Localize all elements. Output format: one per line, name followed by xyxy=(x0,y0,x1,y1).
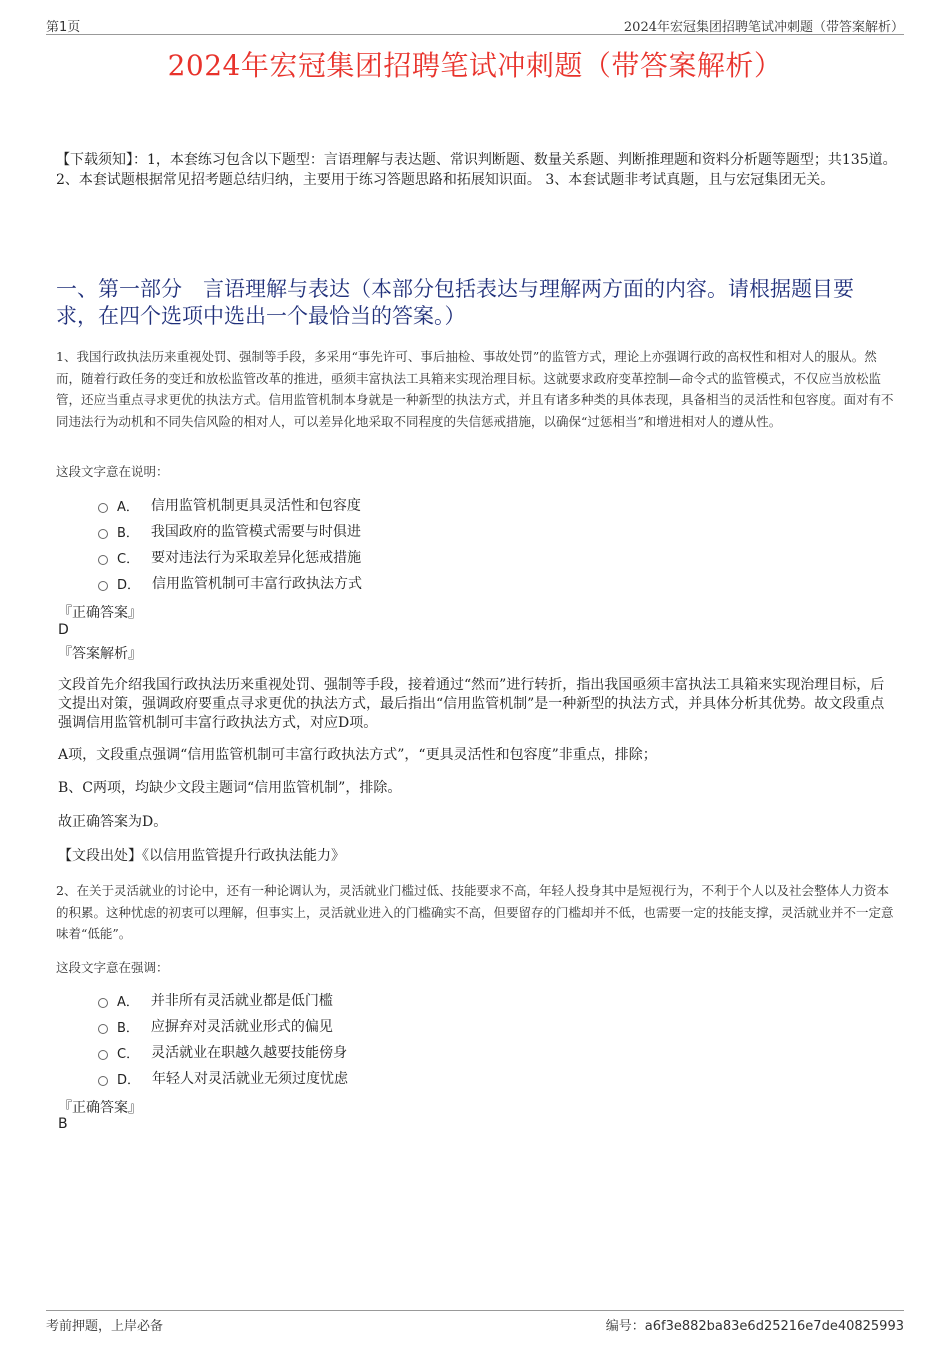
question-1-answer-label: 『正确答案』 xyxy=(58,605,142,621)
question-2-options xyxy=(98,987,348,1091)
radio-icon[interactable] xyxy=(98,1024,108,1034)
option-key: B． xyxy=(117,525,139,541)
question-1-analysis-p2: A项，文段重点强调“信用监管机制可丰富行政执法方式”，“更具灵活性和包容度”非重点，排除； xyxy=(58,747,657,763)
header-doc-name: 2024年宏冠集团招聘笔试冲刺题（带答案解析） xyxy=(623,20,904,35)
radio-icon[interactable] xyxy=(98,581,108,591)
question-1-option-b[interactable] xyxy=(98,518,362,544)
question-2-prompt: 这段文字意在强调： xyxy=(56,960,169,975)
option-key: B． xyxy=(117,1020,139,1036)
radio-icon[interactable] xyxy=(98,503,108,513)
option-key: D． xyxy=(117,577,141,593)
question-1-prompt: 这段文字意在说明： xyxy=(56,464,169,479)
question-2-option-a[interactable] xyxy=(98,987,348,1013)
option-key: C． xyxy=(117,551,140,567)
page-footer xyxy=(46,1310,904,1333)
page-number: 第1页 xyxy=(46,20,81,35)
question-1-answer: D xyxy=(58,622,69,638)
question-1-option-d[interactable] xyxy=(98,570,362,596)
option-text: 灵活就业在职越久越要技能傍身 xyxy=(151,1045,348,1061)
option-key: A． xyxy=(117,994,139,1010)
question-2-option-d[interactable] xyxy=(98,1065,348,1091)
page-header xyxy=(46,14,904,35)
question-1-options xyxy=(98,492,362,596)
question-1-analysis-p3: B、C两项，均缺少文段主题词“信用监管机制”，排除。 xyxy=(58,780,402,796)
radio-icon[interactable] xyxy=(98,1050,108,1060)
question-2-answer: B xyxy=(58,1116,68,1132)
footer-code-value: a6f3e882ba83e6d25216e7de40825993 xyxy=(644,1319,904,1334)
radio-icon[interactable] xyxy=(98,1076,108,1086)
question-1-analysis-label: 『答案解析』 xyxy=(58,646,142,662)
question-1-source: 【文段出处】《以信用监管提升行政执法能力》 xyxy=(58,848,345,864)
question-1-text: 1、我国行政执法历来重视处罚、强制等手段，多采用“事先许可、事后抽检、事故处罚”的监管方式，理论上亦强调行政的高权性和相对人的服从。然而，随着行政任务的变迁和放松监管改革的推进，亟须丰富执法工具箱来实现治理目标。这就要求政府变革控制—命令式的监管模式，不仅应当放松监管，还应当重点寻求更优的执法方式。信用监管机制本身就是一种新型的执法方式，并且有诸多种类的具体表现，具备相当的灵活性和包容度。面对有不同违法行为动机和不同失信风险的相对人，可以差异化地采取不同程度的失信惩戒措施，以确保“过惩相当”和增进相对人的遵从性。 xyxy=(56,349,894,429)
question-1-analysis-p1: 文段首先介绍我国行政执法历来重视处罚、强制等手段，接着通过“然而”进行转折，指出我国亟须丰富执法工具箱来实现治理目标，后文提出对策，强调政府要重点寻求更优的执法方式，最后指出“信用监管机制”是一种新型的执法方式，并具体分析其优势。故文段重点强调信用监管机制可丰富行政执法方式，对应D项。 xyxy=(58,677,885,731)
section-heading: 一、第一部分 言语理解与表达（本部分包括表达与理解两方面的内容。请根据题目要求，在四个选项中选出一个最恰当的答案。） xyxy=(56,277,854,328)
option-text: 并非所有灵活就业都是低门槛 xyxy=(150,993,333,1009)
footer-code xyxy=(606,1315,904,1334)
question-1-option-c[interactable] xyxy=(98,544,362,570)
radio-icon[interactable] xyxy=(98,998,108,1008)
question-2-text: 2、在关于灵活就业的讨论中，还有一种论调认为，灵活就业门槛过低、技能要求不高，年轻人投身其中是短视行为，不利于个人以及社会整体人力资本的积累。这种忧虑的初衷可以理解，但事实上，灵活就业进入的门槛确实不高，但要留存的门槛却并不低，也需要一定的技能支撑，灵活就业并不一定意味着“低能”。 xyxy=(56,883,894,941)
radio-icon[interactable] xyxy=(98,555,108,565)
footer-code-label: 编号： xyxy=(605,1319,645,1334)
option-text: 年轻人对灵活就业无须过度忧虑 xyxy=(152,1071,349,1087)
option-key: D． xyxy=(117,1072,141,1088)
radio-icon[interactable] xyxy=(98,529,108,539)
option-text: 信用监管机制更具灵活性和包容度 xyxy=(150,498,361,514)
question-1-option-a[interactable] xyxy=(98,492,362,518)
download-notice: 【下载须知】：1，本套练习包含以下题型：言语理解与表达题、常识判断题、数量关系题、判断推理题和资料分析题等题型；共135道。 2、本套试题根据常见招考题总结归纳，主要用于练习答题思路和拓展知识面。 3、本套试题非考试真题，且与宏冠集团无关。 xyxy=(56,152,897,188)
footer-slogan: 考前押题，上岸必备 xyxy=(46,1319,164,1334)
question-2-option-c[interactable] xyxy=(98,1039,348,1065)
question-2-option-b[interactable] xyxy=(98,1013,348,1039)
option-key: A． xyxy=(117,499,139,515)
option-key: C． xyxy=(117,1046,140,1062)
option-text: 我国政府的监管模式需要与时俱进 xyxy=(150,524,361,540)
document-title: 2024年宏冠集团招聘笔试冲刺题（带答案解析） xyxy=(167,49,783,82)
option-text: 应摒弃对灵活就业形式的偏见 xyxy=(150,1019,333,1035)
option-text: 信用监管机制可丰富行政执法方式 xyxy=(152,576,363,592)
question-1-analysis-p4: 故正确答案为D。 xyxy=(58,814,168,830)
option-text: 要对违法行为采取差异化惩戒措施 xyxy=(151,550,362,566)
question-2-answer-label: 『正确答案』 xyxy=(58,1100,142,1116)
